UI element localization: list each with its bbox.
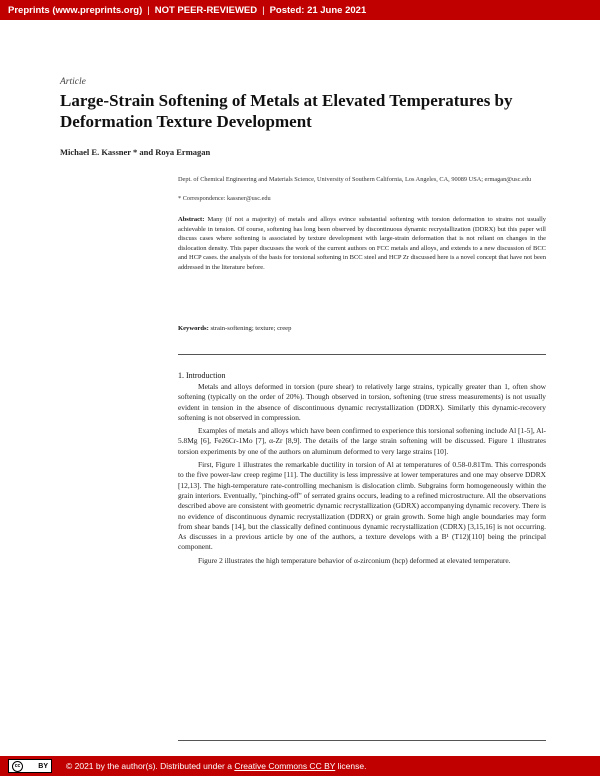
header-separator: | <box>262 4 265 16</box>
section-title: 1. Introduction <box>178 371 226 380</box>
by-label: BY <box>38 762 48 770</box>
site-link[interactable]: Preprints (www.preprints.org) <box>8 4 143 16</box>
keywords-label: Keywords: <box>178 325 209 332</box>
review-status: NOT PEER-REVIEWED <box>154 4 258 16</box>
copyright-prefix: © 2021 by the author(s). Distributed under a <box>66 761 235 771</box>
paper-title: Large-Strain Softening of Metals at Elevated Temperatures by Deformation Texture Development <box>60 91 513 131</box>
paragraph: Metals and alloys deformed in torsion (pure shear) to relatively large strains, typically greater than 1, often show softening (typically on the order of 20%). Though observed in torsion, softening (true stress measurements) is not usually evident in tension in the absence of discontinuous dynamic recrystallization (DDRX). Similarly this dynamic-recovery softening is not observed in compression. <box>178 382 546 422</box>
divider <box>178 354 546 355</box>
article-type: Article <box>60 77 86 87</box>
license-link[interactable]: Creative Commons CC BY <box>234 761 336 771</box>
keywords-text: strain-softening; texture; creep <box>210 325 292 332</box>
paragraph: Examples of metals and alloys which have been confirmed to experience this torsional softening include Al [1-5], Al-5.8Mg [6], Fe26Cr-1Mo [7], α-Zr [8,9]. The details of the large strain softening will be discussed. Figure 1 illustrates torsion experiments by one of the authors on aluminum deformed to very large strains [10]. <box>178 426 546 456</box>
copyright-suffix: license. <box>335 761 367 771</box>
abstract-text: Many (if not a majority) of metals and alloys evince substantial softening with torsion deformation to strains not usually achievable in tension. Of course, softening has long been observed by discontinuous dynamic recrystallization (DDRX) but this paper will discuss cases where softening is associated by texture development with large-strain deformation that is not reliant on changes in the dislocation density. This paper discusses the work of the current authors on FCC metals and alloys, and extends to a new discussion of BCC and HCP cases. the analysis of the basis for torsional softening in BCC steel and HCP Zr discussed here is a novel concept that have not been addressed in the literature before. <box>178 216 547 271</box>
license-footer <box>0 756 600 776</box>
introduction-body <box>178 382 546 569</box>
keywords <box>178 325 291 332</box>
cc-by-icon[interactable] <box>8 759 52 773</box>
header-separator: | <box>147 4 150 16</box>
correspondence: * Correspondence: kassner@usc.edu <box>178 195 271 202</box>
authors: Michael E. Kassner * and Roya Ermagan <box>60 147 211 157</box>
posted-date: Posted: 21 June 2021 <box>269 4 367 16</box>
cc-icon: cc <box>12 761 23 772</box>
abstract <box>178 215 546 273</box>
paragraph: Figure 2 illustrates the high temperature behavior of α-zirconium (hcp) deformed at elevated temperature. <box>198 555 511 565</box>
preprint-header-bar <box>0 0 600 20</box>
copyright-text <box>66 761 366 771</box>
divider <box>178 740 546 741</box>
affiliation: Dept. of Chemical Engineering and Materials Science, University of Southern California, Los Angeles, CA, 90089 USA; ermagan@usc.edu <box>178 176 532 183</box>
paragraph: First, Figure 1 illustrates the remarkable ductility in torsion of Al at temperatures of 0.58-0.81Tm. This corresponds to the five power-law creep regime [11]. The ductility is less impressive at lower temperatures and one may observe DDRX [12,13]. The high-temperature rate-controlling mechanism is dislocation climb. Subgrains form homogeneously within the grain interiors. Eventually, "pinching-off" of serrated grains occurs, leading to a refined microstructure. All the observations described above are consistent with geometric dynamic recrystallization (GDRX) accompanying dynamic recovery. There is no evidence of discontinuous dynamic recrystallization (DDRX) or grain growth. Some high angle boundaries may form from shear bands [14], but the classically defined continuous dynamic recrystallization (CDRX) [3,15,16] is not occurring. As discusses in a previous article by one of the authors, a texture develops with a B¹ (T12)[110] being the principal component. <box>178 460 546 552</box>
abstract-label: Abstract: <box>178 216 205 223</box>
